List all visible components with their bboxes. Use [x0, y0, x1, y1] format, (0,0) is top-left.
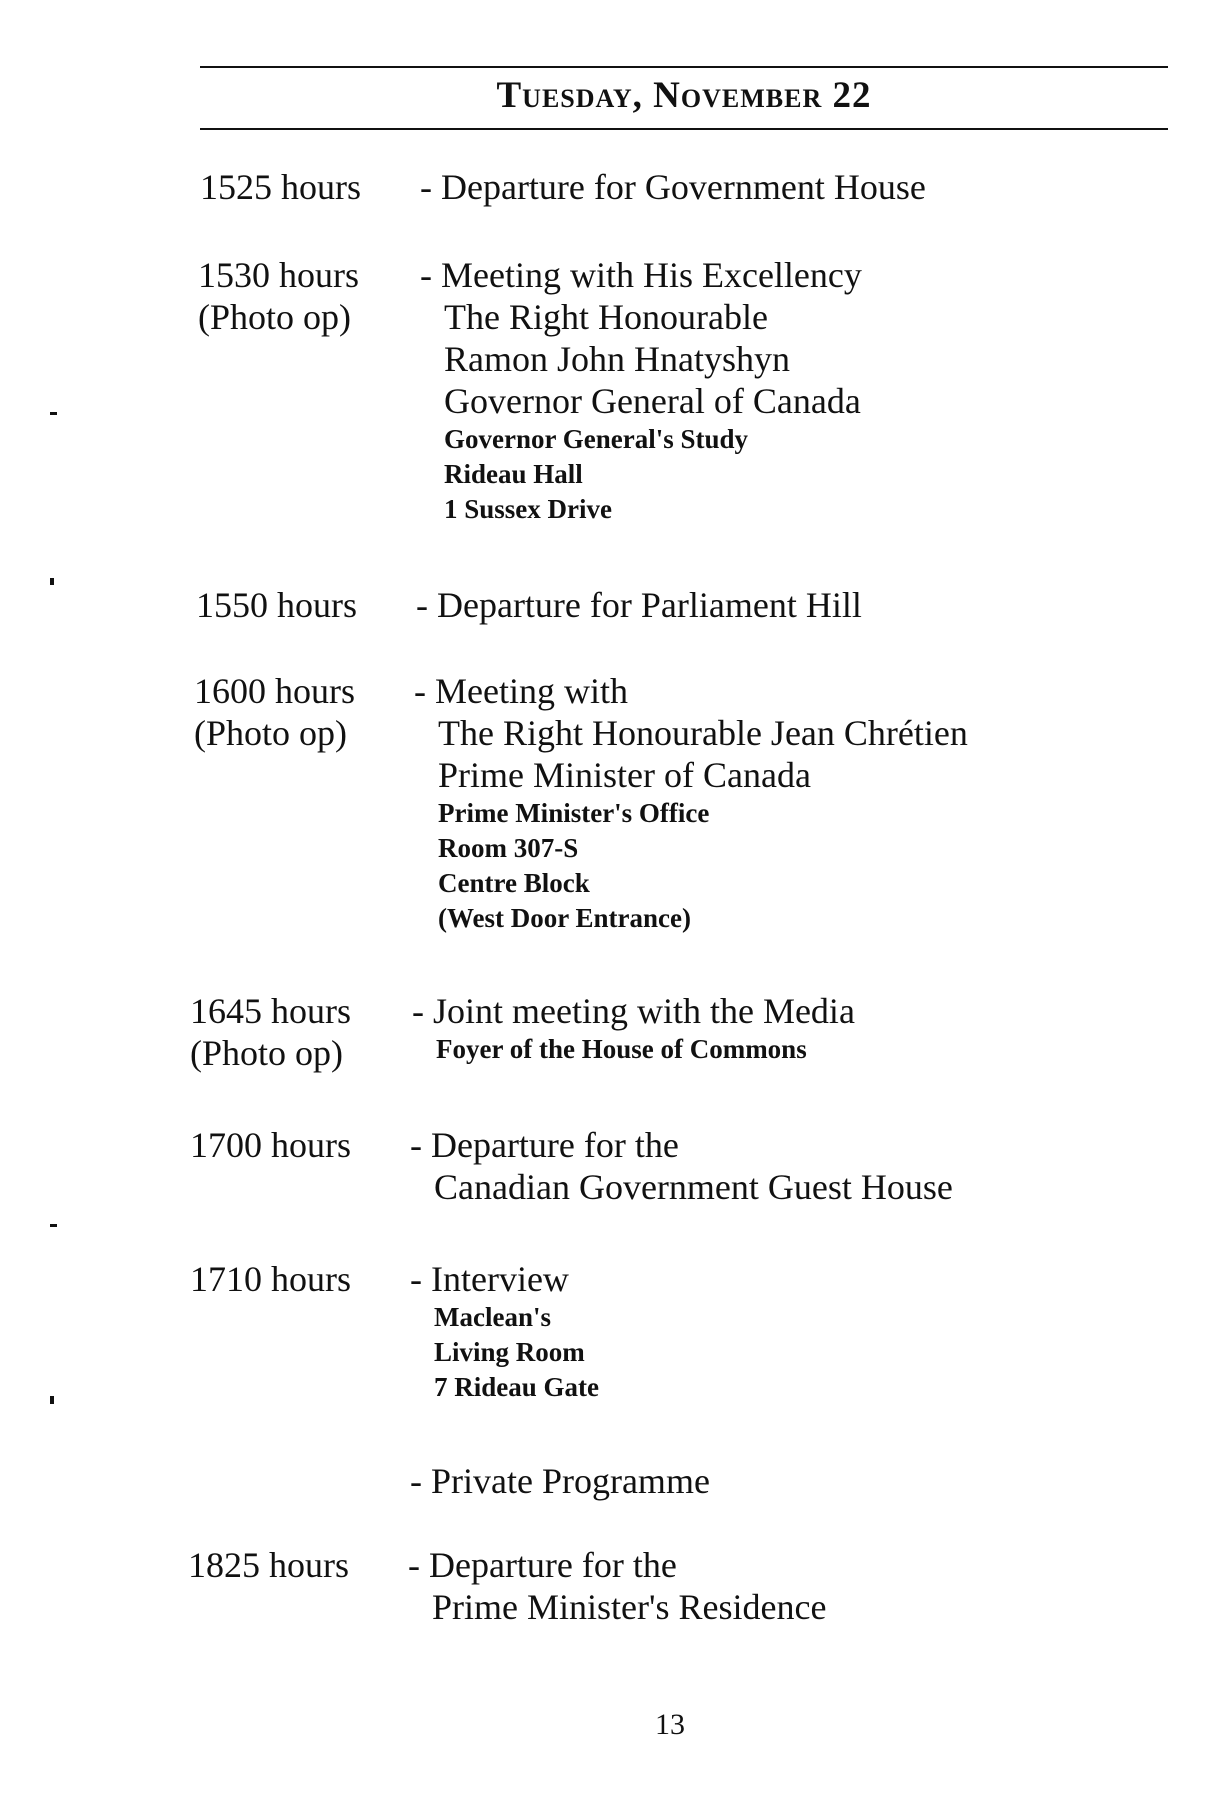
- location-line: 1 Sussex Drive: [444, 494, 612, 524]
- description-line: - Private Programme: [410, 1461, 710, 1501]
- entry-time: [190, 1124, 420, 1166]
- time-line: 1600 hours: [194, 671, 355, 711]
- scan-speck: [50, 412, 57, 415]
- entry-time: [194, 670, 424, 754]
- description-line: - Departure for Government House: [420, 167, 926, 207]
- entry-description: [410, 1258, 599, 1405]
- description-line: - Joint meeting with the Media: [412, 991, 855, 1031]
- description-line: Canadian Government Guest House: [434, 1167, 953, 1207]
- description-line: - Departure for Parliament Hill: [416, 585, 862, 625]
- entry-description: [420, 254, 862, 527]
- location-line: Centre Block: [438, 868, 590, 898]
- location-line: Rideau Hall: [444, 459, 583, 489]
- entry-description: [408, 1544, 826, 1628]
- time-line: 1530 hours: [198, 255, 359, 295]
- time-line: 1645 hours: [190, 991, 351, 1031]
- description-line: - Departure for the: [408, 1545, 677, 1585]
- heading-rule-bottom: [200, 128, 1168, 130]
- photo-op-label: (Photo op): [190, 1033, 343, 1073]
- location-line: Governor General's Study: [444, 424, 749, 454]
- description-line: The Right Honourable Jean Chrétien: [438, 713, 968, 753]
- entry-time: [188, 1544, 418, 1586]
- description-line: The Right Honourable: [444, 297, 768, 337]
- location-line: Foyer of the House of Commons: [436, 1034, 807, 1064]
- time-line: 1525 hours: [200, 167, 361, 207]
- entry-description: [414, 670, 968, 936]
- entry-description: [416, 584, 862, 626]
- entry-description: [410, 1460, 710, 1502]
- page-number: 13: [655, 1708, 685, 1741]
- time-line: 1825 hours: [188, 1545, 349, 1585]
- scan-speck: [50, 578, 54, 585]
- entry-time: [190, 990, 420, 1074]
- location-line: Living Room: [434, 1337, 585, 1367]
- location-line: Prime Minister's Office: [438, 798, 710, 828]
- description-line: Prime Minister's Residence: [432, 1587, 827, 1627]
- photo-op-label: (Photo op): [198, 297, 351, 337]
- entry-description: [420, 166, 926, 208]
- day-heading: Tuesday, November 22: [496, 75, 872, 116]
- location-line: Room 307-S: [438, 833, 579, 863]
- description-line: Ramon John Hnatyshyn: [444, 339, 790, 379]
- scan-speck: [50, 1224, 57, 1227]
- location-line: (West Door Entrance): [438, 903, 691, 933]
- entry-time: [200, 166, 430, 208]
- description-line: - Meeting with His Excellency: [420, 255, 862, 295]
- heading-rule-top: [200, 66, 1168, 68]
- description-line: Prime Minister of Canada: [438, 755, 811, 795]
- entry-description: [412, 990, 855, 1067]
- entry-time: [190, 1258, 420, 1300]
- time-line: 1550 hours: [196, 585, 357, 625]
- entry-time: [198, 254, 428, 338]
- description-line: - Meeting with: [414, 671, 628, 711]
- location-line: 7 Rideau Gate: [434, 1372, 599, 1402]
- photo-op-label: (Photo op): [194, 713, 347, 753]
- scan-speck: [50, 1396, 54, 1404]
- description-line: - Departure for the: [410, 1125, 679, 1165]
- entry-time: [196, 584, 426, 626]
- time-line: 1710 hours: [190, 1259, 351, 1299]
- description-line: Governor General of Canada: [444, 381, 861, 421]
- time-line: 1700 hours: [190, 1125, 351, 1165]
- location-line: Maclean's: [434, 1302, 551, 1332]
- entry-description: [410, 1124, 953, 1208]
- description-line: - Interview: [410, 1259, 569, 1299]
